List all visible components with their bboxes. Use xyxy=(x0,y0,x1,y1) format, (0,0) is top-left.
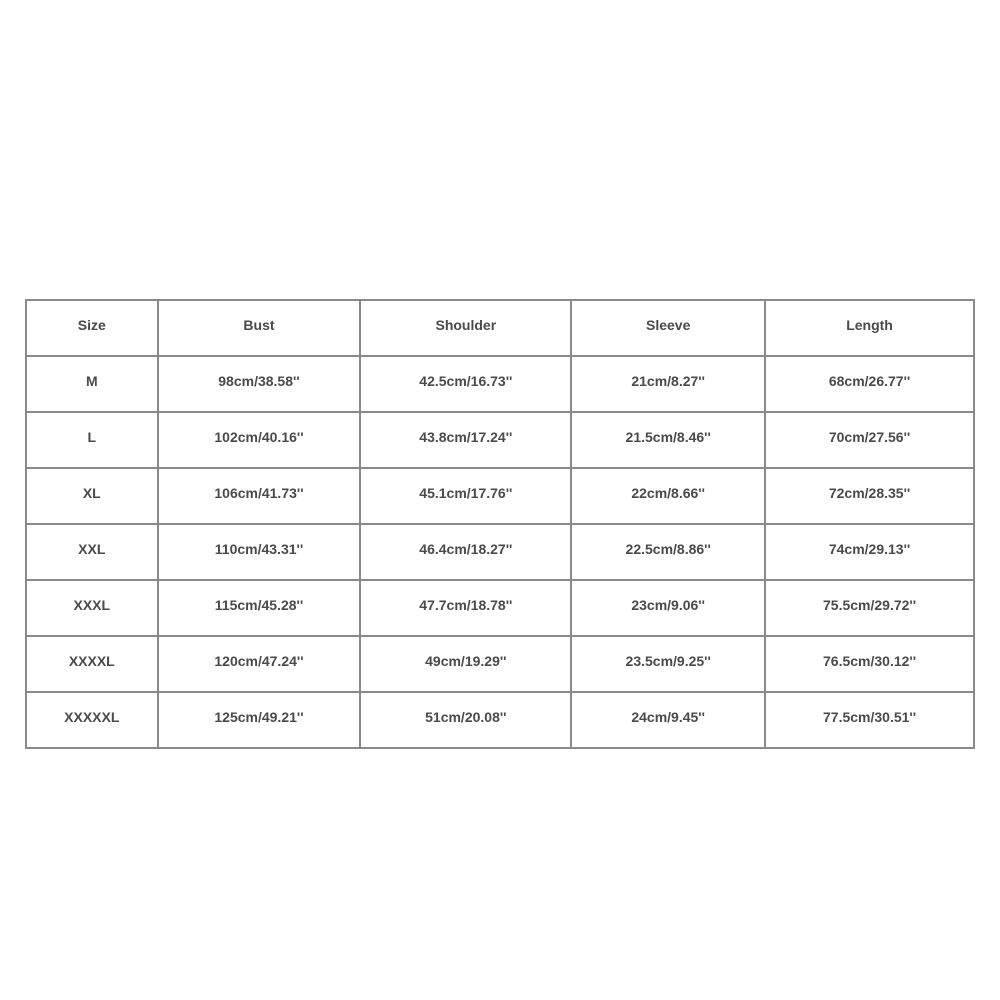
table-row xyxy=(27,581,975,637)
cell-size: XXXXXL xyxy=(27,693,159,749)
header-size: Size xyxy=(27,301,159,357)
cell-size: XXXL xyxy=(27,581,159,637)
cell-shoulder: 49cm/19.29'' xyxy=(361,637,572,693)
cell-bust: 115cm/45.28'' xyxy=(159,581,362,637)
header-bust: Bust xyxy=(159,301,362,357)
table-header-row xyxy=(27,301,975,357)
table-row xyxy=(27,693,975,749)
cell-length: 77.5cm/30.51'' xyxy=(766,693,975,749)
cell-size: XXL xyxy=(27,525,159,581)
cell-sleeve: 22cm/8.66'' xyxy=(572,469,766,525)
cell-shoulder: 46.4cm/18.27'' xyxy=(361,525,572,581)
cell-size: XL xyxy=(27,469,159,525)
cell-shoulder: 42.5cm/16.73'' xyxy=(361,357,572,413)
cell-length: 75.5cm/29.72'' xyxy=(766,581,975,637)
cell-bust: 106cm/41.73'' xyxy=(159,469,362,525)
cell-bust: 102cm/40.16'' xyxy=(159,413,362,469)
header-shoulder: Shoulder xyxy=(361,301,572,357)
cell-shoulder: 43.8cm/17.24'' xyxy=(361,413,572,469)
cell-size: L xyxy=(27,413,159,469)
cell-size: XXXXL xyxy=(27,637,159,693)
header-sleeve: Sleeve xyxy=(572,301,766,357)
cell-bust: 120cm/47.24'' xyxy=(159,637,362,693)
table-row xyxy=(27,357,975,413)
cell-bust: 98cm/38.58'' xyxy=(159,357,362,413)
cell-length: 70cm/27.56'' xyxy=(766,413,975,469)
cell-length: 72cm/28.35'' xyxy=(766,469,975,525)
cell-sleeve: 23cm/9.06'' xyxy=(572,581,766,637)
cell-shoulder: 45.1cm/17.76'' xyxy=(361,469,572,525)
size-chart-table xyxy=(25,299,975,749)
cell-sleeve: 23.5cm/9.25'' xyxy=(572,637,766,693)
cell-length: 76.5cm/30.12'' xyxy=(766,637,975,693)
cell-sleeve: 24cm/9.45'' xyxy=(572,693,766,749)
cell-shoulder: 51cm/20.08'' xyxy=(361,693,572,749)
table-row xyxy=(27,525,975,581)
cell-size: M xyxy=(27,357,159,413)
cell-sleeve: 22.5cm/8.86'' xyxy=(572,525,766,581)
cell-shoulder: 47.7cm/18.78'' xyxy=(361,581,572,637)
table-row xyxy=(27,413,975,469)
cell-bust: 125cm/49.21'' xyxy=(159,693,362,749)
table-row xyxy=(27,469,975,525)
cell-sleeve: 21cm/8.27'' xyxy=(572,357,766,413)
table-row xyxy=(27,637,975,693)
header-length: Length xyxy=(766,301,975,357)
cell-length: 74cm/29.13'' xyxy=(766,525,975,581)
cell-length: 68cm/26.77'' xyxy=(766,357,975,413)
cell-sleeve: 21.5cm/8.46'' xyxy=(572,413,766,469)
cell-bust: 110cm/43.31'' xyxy=(159,525,362,581)
